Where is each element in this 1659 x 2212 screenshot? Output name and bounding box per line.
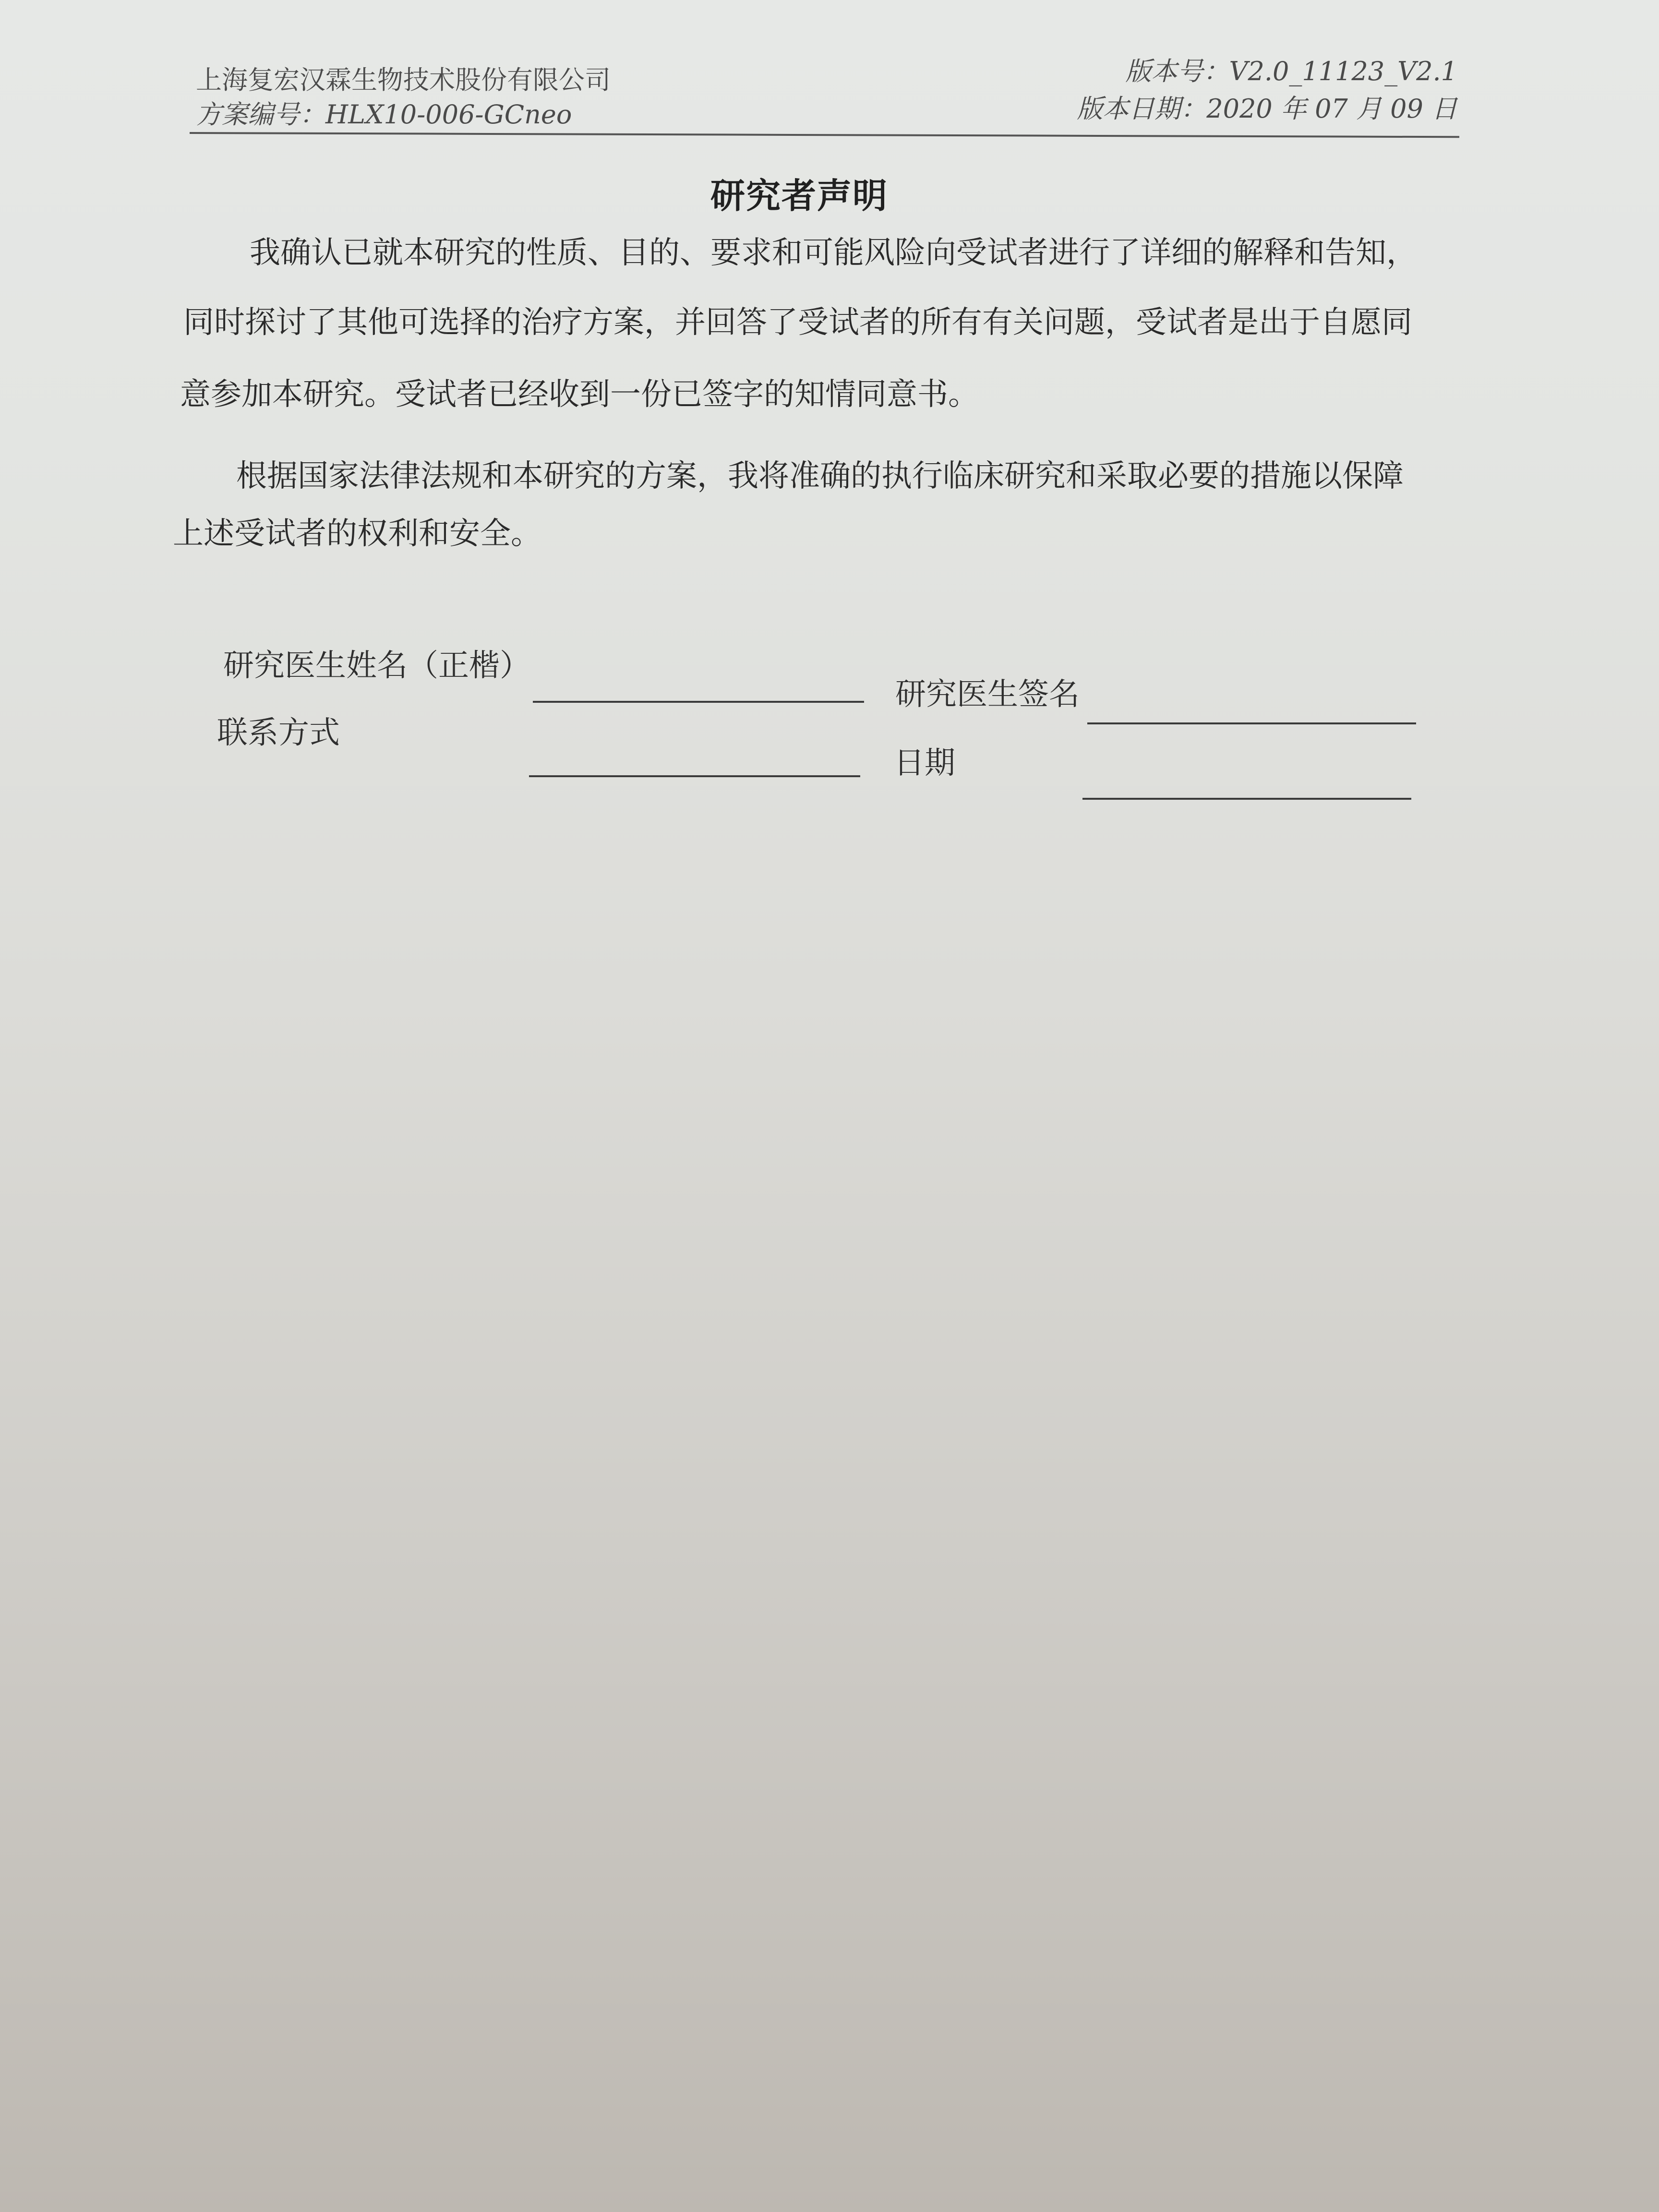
header-protocol-number: 方案编号：HLX10-006-GCneo <box>196 99 572 130</box>
paragraph2-line1: 根据国家法律法规和本研究的方案，我将准确的执行临床研究和采取必要的措施以保障 <box>236 458 1404 494</box>
paragraph1-line3: 意参加本研究。受试者已经收到一份已签字的知情同意书。 <box>180 377 979 412</box>
investigator-signature-line <box>1087 722 1416 724</box>
contact-label: 联系方式 <box>217 715 340 751</box>
page-title: 研究者声明 <box>710 175 889 216</box>
paragraph2-line2: 上述受试者的权利和安全。 <box>173 516 541 552</box>
header-rule <box>190 132 1459 138</box>
paragraph1-line2: 同时探讨了其他可选择的治疗方案，并回答了受试者的所有有关问题，受试者是出于自愿同 <box>183 305 1412 340</box>
header-version-number: 版本号：V2.0_11123_V2.1 <box>1125 56 1457 86</box>
investigator-name-line <box>533 701 864 703</box>
investigator-signature-label: 研究医生签名 <box>895 677 1080 712</box>
date-label: 日期 <box>894 745 955 781</box>
paragraph1-line1: 我确认已就本研究的性质、目的、要求和可能风险向受试者进行了详细的解释和告知， <box>250 235 1417 271</box>
header-version-date: 版本日期：2020 年 07 月 09 日 <box>1077 94 1457 124</box>
investigator-name-label: 研究医生姓名（正楷） <box>223 648 530 684</box>
header-company: 上海复宏汉霖生物技术股份有限公司 <box>196 65 611 95</box>
contact-line <box>529 775 860 777</box>
date-line <box>1082 798 1411 800</box>
